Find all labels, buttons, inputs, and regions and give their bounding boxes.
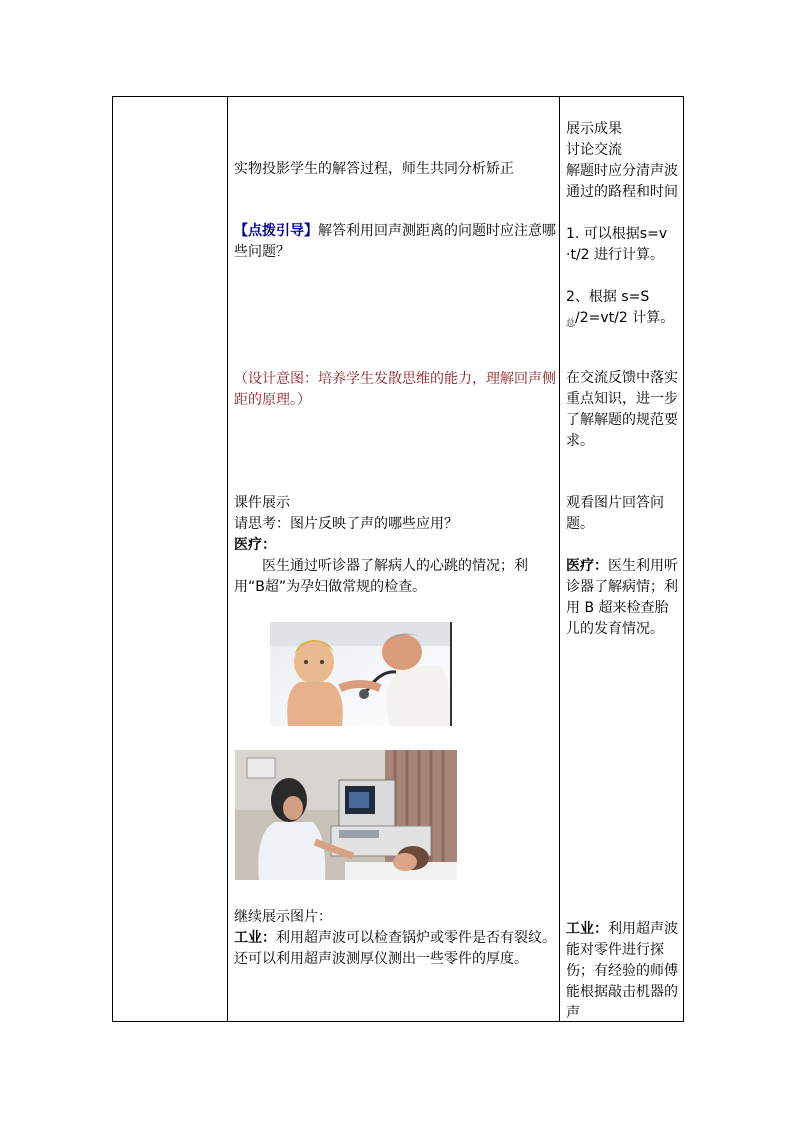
projection-paragraph: 实物投影学生的解答过程，师生共同分析矫正 — [234, 161, 514, 177]
medical-answer-label: 医疗： — [566, 558, 608, 574]
industry-answer-label: 工业： — [566, 921, 608, 937]
stethoscope-photo — [270, 622, 452, 726]
lesson-plan-table — [112, 96, 684, 1022]
ultrasound-photo — [235, 750, 457, 880]
guidance-bracket-label: 【点拨引导】 — [234, 223, 318, 239]
stage-column — [113, 97, 228, 1022]
courseware-heading: 课件展示 — [234, 495, 290, 511]
method-1: 1. 可以根据s=v ·t/2 进行计算。 — [566, 226, 668, 263]
solution-note: 解题时应分清声波通过的路程和时间 — [566, 163, 678, 200]
continue-showing: 继续展示图片： — [234, 909, 332, 925]
medical-paragraph: 医生通过听诊器了解病人的心跳的情况；利用“B超”为孕妇做常规的检查。 — [234, 558, 528, 595]
industry-answer-text: 利用超声波能对零件进行探伤；有经验的师傅能根据敲击机器的声 — [566, 921, 678, 1021]
design-intent-note: （设计意图：培养学生发散思维的能力，理解回声侧距的原理。） — [234, 371, 556, 408]
teacher-activity-column — [228, 97, 560, 1022]
industry-answer — [566, 919, 680, 1024]
industry-paragraph — [234, 928, 556, 970]
feedback-note: 在交流反馈中落实重点知识，进一步了解解题的规范要求。 — [566, 370, 678, 449]
industry-label: 工业： — [234, 930, 276, 946]
student-activity-column — [560, 97, 684, 1022]
guidance-paragraph — [234, 221, 556, 263]
guidance-text: 解答利用回声测距离的问题时应注意哪些问题？ — [234, 223, 556, 260]
method-2-part-b: /2=vt/2 计算。 — [575, 310, 675, 326]
think-question: 请思考：图片反映了声的哪些应用？ — [234, 516, 458, 532]
method-2-subscript: 总 — [566, 318, 576, 329]
industry-text: 利用超声波可以检查锅炉或零件是否有裂纹。还可以利用超声波测厚仪测出一些零件的厚度。 — [234, 930, 556, 967]
method-2 — [566, 287, 680, 335]
show-results: 展示成果 — [566, 121, 622, 137]
medical-heading: 医疗： — [234, 537, 276, 553]
table-row — [113, 97, 684, 1022]
medical-answer-text: 医生利用听诊器了解病情；利用 B 超来检查胎儿的发育情况。 — [566, 558, 678, 637]
method-2-part-a: 2、根据 s=S — [566, 289, 650, 305]
watch-pictures: 观看图片回答问题。 — [566, 495, 664, 532]
medical-answer — [566, 556, 680, 640]
discuss-exchange: 讨论交流 — [566, 142, 622, 158]
